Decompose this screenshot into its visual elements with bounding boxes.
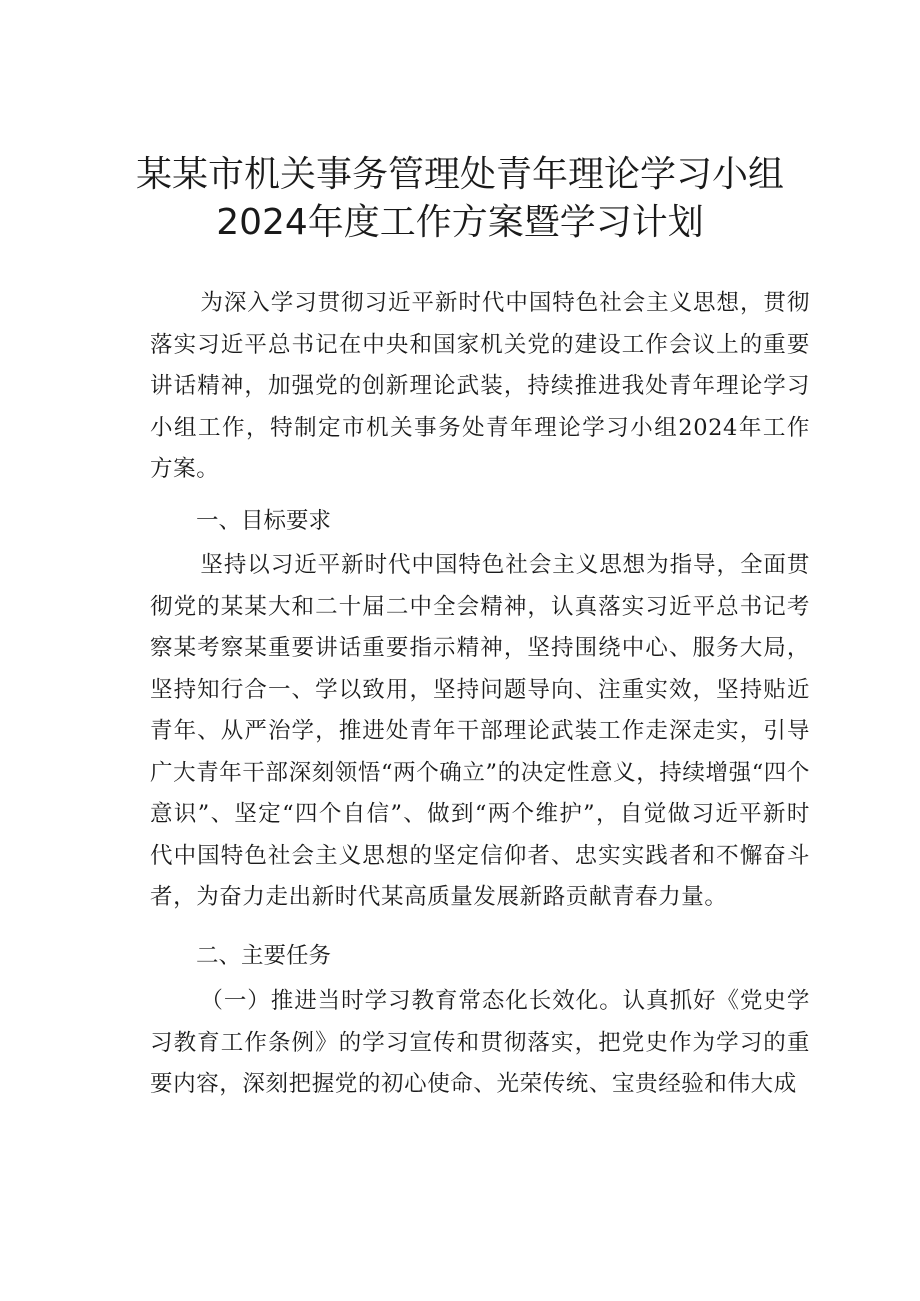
intro-paragraph bbox=[150, 283, 810, 491]
document-title-line-1: 某某市机关事务管理处青年理论学习小组 bbox=[135, 154, 784, 195]
section-heading-tasks: 二、主要任务 bbox=[196, 943, 332, 969]
section-2-paragraph-text: （一）推进当时学习教育常态化长效化。认真抓好《党史学习教育工作条例》的学习宣传和贯彻落实，把党史作为学习的重要内容，深刻把握党的初心使命、光荣传统、宝贵经验和伟大成 bbox=[150, 988, 810, 1097]
intro-paragraph-text: 为深入学习贯彻习近平新时代中国特色社会主义思想，贯彻落实习近平总书记在中央和国家机关党的建设工作会议上的重要讲话精神，加强党的创新理论武装，持续推进我处青年理论学习小组工作，特制定市机关事务处青年理论学习小组2024年工作方案。 bbox=[150, 290, 810, 482]
section-1-paragraph-text: 坚持以习近平新时代中国特色社会主义思想为指导，全面贯彻党的某某大和二十届二中全会精神，认真落实习近平总书记考察某考察某重要讲话重要指示精神，坚持围绕中心、服务大局，坚持知行合一、学以致用，坚持问题导向、注重实效，坚持贴近青年、从严治学，推进处青年干部理论武装工作走深走实，引导广大青年干部深刻领悟“两个确立”的决定性意义，持续增强“四个意识”、坚定“四个自信”、做到“两个维护”，自觉做习近平新时代中国特色社会主义思想的坚定信仰者、忠实实践者和不懈奋斗者，为奋力走出新时代某高质量发展新路贡献青春力量。 bbox=[150, 552, 811, 910]
section-1-paragraph bbox=[150, 545, 810, 919]
document-title-line-2: 2024年度工作方案暨学习计划 bbox=[216, 202, 704, 243]
section-2-paragraph bbox=[150, 981, 810, 1106]
section-heading-goals: 一、目标要求 bbox=[196, 508, 332, 534]
